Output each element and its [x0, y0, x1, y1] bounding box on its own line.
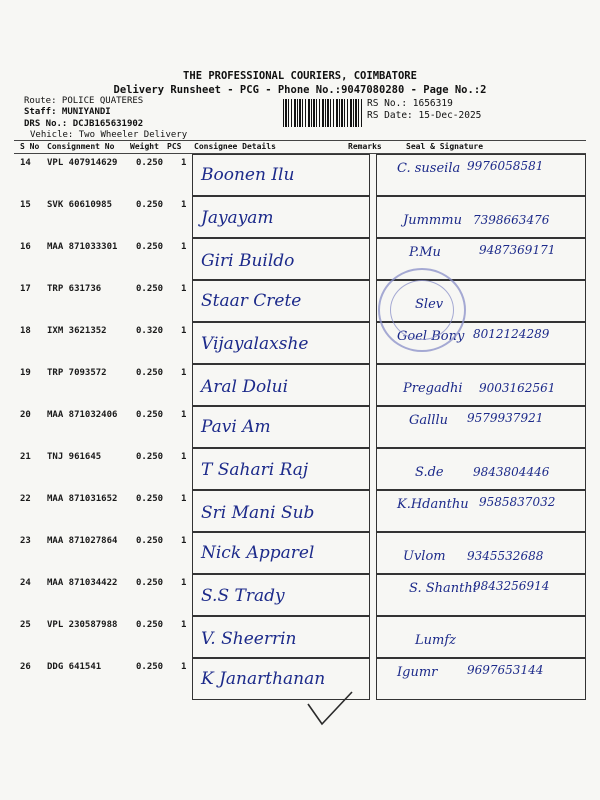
table-row — [14, 238, 586, 280]
consignment-number: SVK 60610985 — [47, 200, 113, 210]
pcs-value: 1 — [181, 662, 187, 672]
pcs-value: 1 — [181, 494, 187, 504]
signature: Galllu — [409, 413, 448, 428]
pcs-value: 1 — [181, 200, 187, 210]
serial-number: 24 — [20, 578, 31, 588]
signature: K.Hdanthu — [397, 497, 469, 512]
seal-signature-box — [376, 364, 586, 406]
signature: Lumfz — [415, 633, 456, 648]
serial-number: 23 — [20, 536, 31, 546]
phone-number: 8012124289 — [473, 327, 550, 341]
consignment-number: MAA 871034422 — [47, 578, 118, 588]
phone-number: 9976058581 — [467, 159, 544, 173]
consignment-number: MAA 871033301 — [47, 242, 118, 252]
consignee-box — [192, 154, 370, 196]
pcs-value: 1 — [181, 452, 187, 462]
col-consignment: Consignment No — [47, 142, 115, 151]
weight-value: 0.250 — [136, 410, 164, 420]
weight-value: 0.250 — [136, 578, 164, 588]
pcs-value: 1 — [181, 368, 187, 378]
serial-number: 18 — [20, 326, 31, 336]
weight-value: 0.250 — [136, 242, 164, 252]
table-row — [14, 280, 586, 322]
phone-number: 9697653144 — [467, 663, 544, 677]
consignee-name: Aral Dolui — [201, 377, 289, 397]
consignee-box — [192, 448, 370, 490]
seal-signature-box — [376, 616, 586, 658]
weight-value: 0.320 — [136, 326, 164, 336]
consignee-name: S.S Trady — [201, 586, 285, 606]
signature: Uvlom — [403, 549, 446, 564]
weight-value: 0.250 — [136, 536, 164, 546]
serial-number: 15 — [20, 200, 31, 210]
pcs-value: 1 — [181, 620, 187, 630]
consignee-box — [192, 406, 370, 448]
delivery-table — [14, 140, 586, 720]
phone-number: 9585837032 — [479, 495, 556, 509]
consignment-number: MAA 871032406 — [47, 410, 118, 420]
col-consignee: Consignee Details — [194, 142, 276, 151]
consignee-name: Jayayam — [201, 208, 274, 228]
table-row — [14, 574, 586, 616]
consignee-name: T Sahari Raj — [201, 460, 309, 480]
serial-number: 19 — [20, 368, 31, 378]
check-mark-icon — [300, 690, 360, 730]
signature: S.de — [415, 465, 444, 480]
consignee-box — [192, 574, 370, 616]
consignee-name: Vijayalaxshe — [201, 334, 309, 354]
col-pcs: PCS — [167, 142, 182, 151]
seal-signature-box — [376, 196, 586, 238]
drs-label: DRS No.: DCJB165631902 — [24, 119, 144, 129]
pcs-value: 1 — [181, 242, 187, 252]
seal-signature-box — [376, 448, 586, 490]
table-row — [14, 322, 586, 364]
signature: Pregadhi — [403, 381, 463, 396]
seal-signature-box — [376, 406, 586, 448]
consignee-box — [192, 364, 370, 406]
consignee-name: Staar Crete — [201, 291, 302, 311]
consignment-number: MAA 871027864 — [47, 536, 118, 546]
pcs-value: 1 — [181, 284, 187, 294]
phone-number: 9003162561 — [479, 381, 556, 395]
rs-number: RS No.: 1656319 — [367, 98, 453, 109]
table-row — [14, 196, 586, 238]
consignment-number: TRP 7093572 — [47, 368, 107, 378]
pcs-value: 1 — [181, 410, 187, 420]
col-remarks: Remarks — [348, 142, 382, 151]
staff-label: Staff: MUNIYANDI — [24, 107, 111, 117]
col-seal: Seal & Signature — [406, 142, 484, 151]
table-row — [14, 532, 586, 574]
seal-signature-box — [376, 490, 586, 532]
route-label: Route: POLICE QUATERES — [24, 96, 144, 106]
weight-value: 0.250 — [136, 368, 164, 378]
phone-number: 7398663476 — [473, 213, 550, 227]
consignee-name: K Janarthanan — [201, 669, 326, 689]
seal-signature-box — [376, 658, 586, 700]
phone-number: 9579937921 — [467, 411, 544, 425]
phone-number: 9843804446 — [473, 465, 550, 479]
consignee-box — [192, 238, 370, 280]
consignment-number: VPL 230587988 — [47, 620, 118, 630]
table-header — [14, 140, 586, 154]
table-row — [14, 154, 586, 196]
serial-number: 16 — [20, 242, 31, 252]
seal-signature-box — [376, 574, 586, 616]
consignee-name: Giri Buildo — [201, 251, 295, 271]
weight-value: 0.250 — [136, 284, 164, 294]
barcode — [283, 99, 363, 127]
consignee-box — [192, 490, 370, 532]
weight-value: 0.250 — [136, 494, 164, 504]
consignee-box — [192, 322, 370, 364]
serial-number: 17 — [20, 284, 31, 294]
signature: Jummmu — [403, 213, 462, 228]
signature: Igumr — [397, 665, 438, 680]
pcs-value: 1 — [181, 578, 187, 588]
consignee-box — [192, 196, 370, 238]
signature: C. suseila — [397, 161, 461, 176]
serial-number: 22 — [20, 494, 31, 504]
consignment-number: VPL 407914629 — [47, 158, 118, 168]
signature: S. Shanthi — [409, 581, 477, 596]
consignment-number: DDG 641541 — [47, 662, 102, 672]
rs-date: RS Date: 15-Dec-2025 — [367, 110, 482, 121]
consignment-number: MAA 871031652 — [47, 494, 118, 504]
pcs-value: 1 — [181, 158, 187, 168]
consignee-box — [192, 280, 370, 322]
col-sno: S No — [20, 142, 40, 151]
serial-number: 25 — [20, 620, 31, 630]
office-stamp — [378, 268, 466, 352]
consignee-name: Nick Apparel — [201, 543, 315, 563]
serial-number: 20 — [20, 410, 31, 420]
col-weight: Weight — [130, 142, 159, 151]
consignment-number: IXM 3621352 — [47, 326, 107, 336]
signature: Slev — [415, 297, 444, 312]
consignee-box — [192, 532, 370, 574]
pcs-value: 1 — [181, 536, 187, 546]
company-title: THE PROFESSIONAL COURIERS, COIMBATORE — [183, 70, 417, 82]
weight-value: 0.250 — [136, 662, 164, 672]
serial-number: 14 — [20, 158, 31, 168]
weight-value: 0.250 — [136, 200, 164, 210]
consignee-box — [192, 616, 370, 658]
consignee-name: Sri Mani Sub — [201, 503, 315, 523]
weight-value: 0.250 — [136, 620, 164, 630]
phone-number: 9345532688 — [467, 549, 544, 563]
consignee-name: Pavi Am — [201, 417, 271, 437]
seal-signature-box — [376, 532, 586, 574]
serial-number: 26 — [20, 662, 31, 672]
consignee-name: Boonen Ilu — [201, 165, 295, 185]
pcs-value: 1 — [181, 326, 187, 336]
consignment-number: TNJ 961645 — [47, 452, 102, 462]
signature: P.Mu — [409, 245, 441, 260]
table-row — [14, 616, 586, 658]
table-row — [14, 448, 586, 490]
consignment-number: TRP 631736 — [47, 284, 102, 294]
table-row — [14, 490, 586, 532]
table-row — [14, 406, 586, 448]
phone-number: 9487369171 — [479, 243, 556, 257]
signature: Goel Bony — [397, 329, 465, 344]
weight-value: 0.250 — [136, 452, 164, 462]
seal-signature-box — [376, 154, 586, 196]
phone-number: 9843256914 — [473, 579, 550, 593]
runsheet-title: Delivery Runsheet - PCG - Phone No.:9047080280 - Page No.:2 — [113, 84, 487, 96]
weight-value: 0.250 — [136, 158, 164, 168]
vehicle-label: Vehicle: Two Wheeler Delivery — [30, 130, 188, 140]
serial-number: 21 — [20, 452, 31, 462]
consignee-name: V. Sheerrin — [201, 629, 297, 649]
table-row — [14, 364, 586, 406]
